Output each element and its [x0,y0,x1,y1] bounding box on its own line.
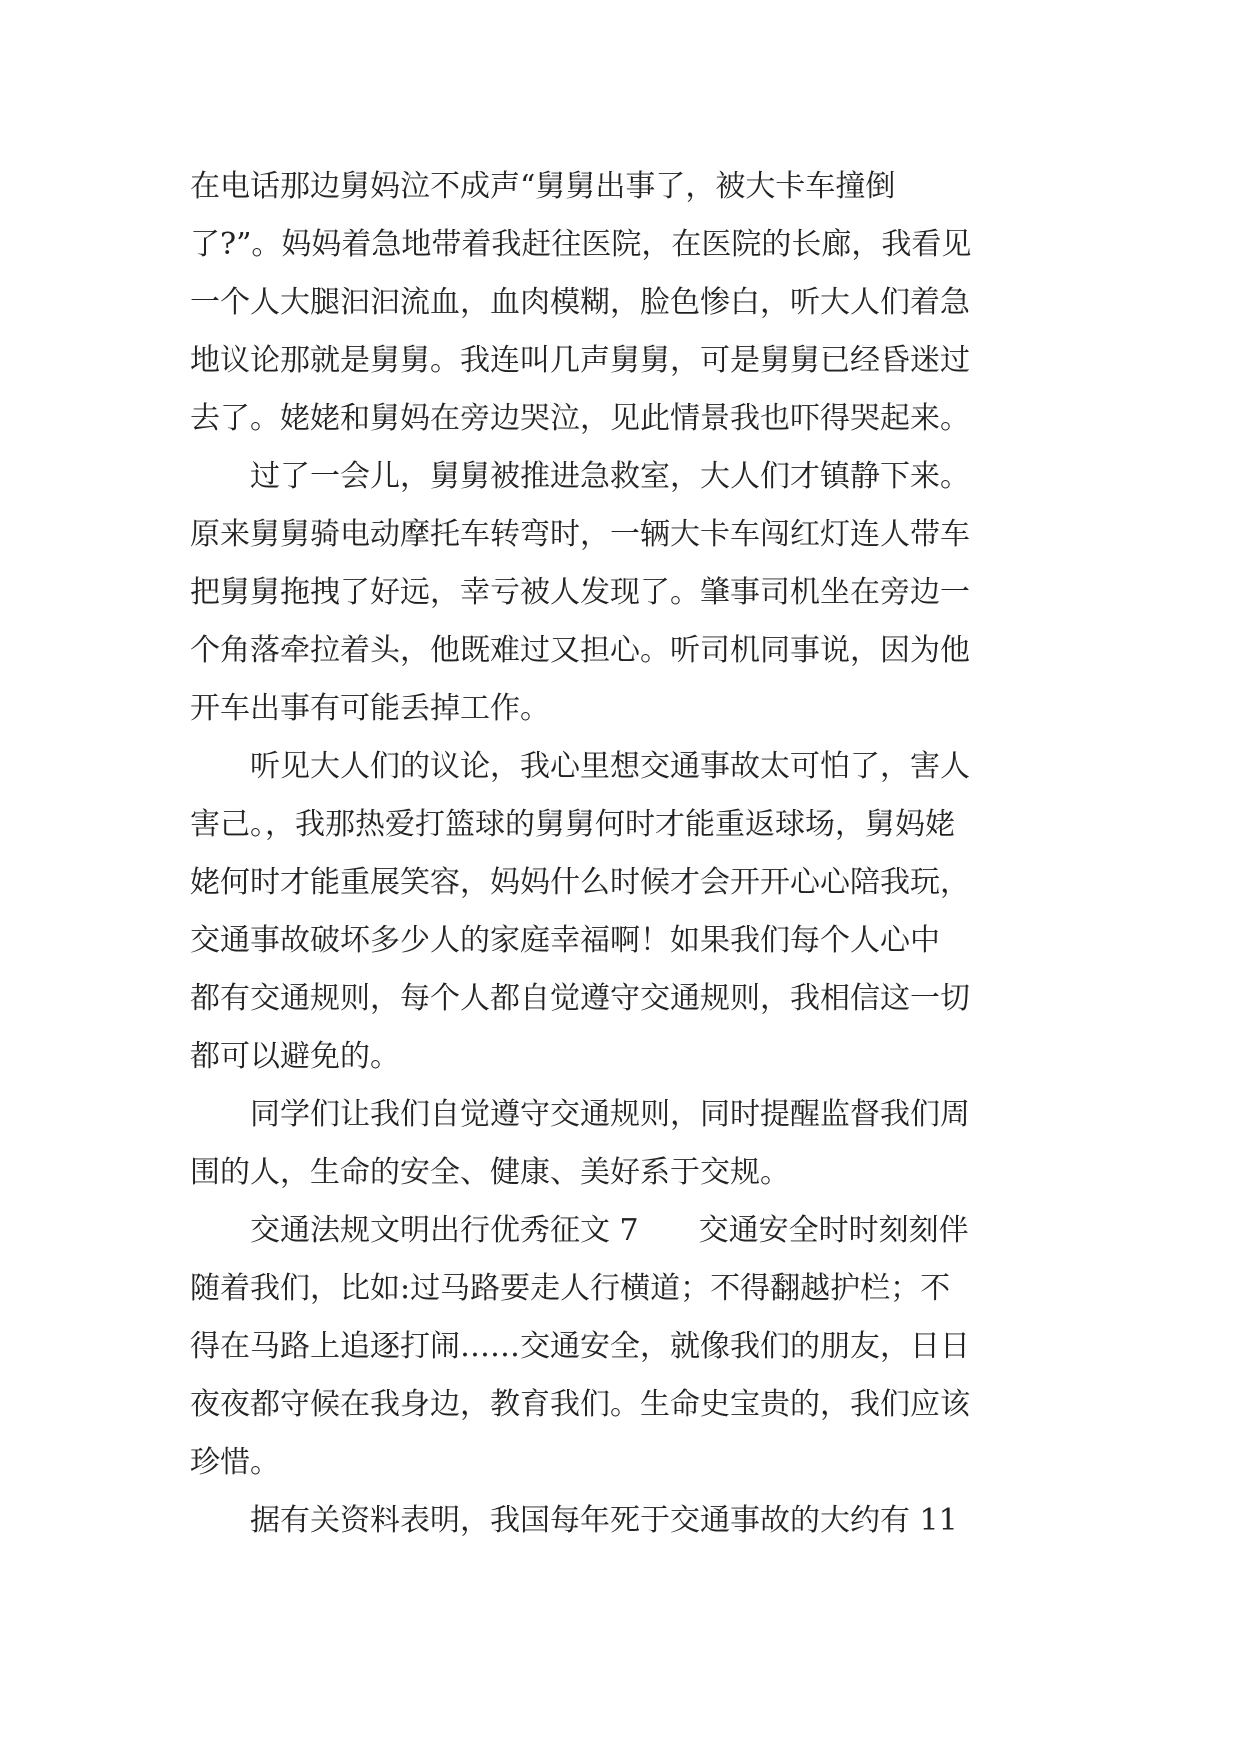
text-line: 过了一会儿，舅舅被推进急救室，大人们才镇静下来。 [190,459,970,494]
text-line: 夜夜都守候在我身边，教育我们。生命史宝贵的，我们应该 [190,1387,970,1422]
body-text [190,158,1052,1550]
text-line: 害己。，我那热爱打篮球的舅舅何时才能重返球场，舅妈姥 [190,807,955,842]
text-line: 原来舅舅骑电动摩托车转弯时，一辆大卡车闯红灯连人带车 [190,517,970,552]
text-line: 开车出事有可能丢掉工作。 [190,691,550,726]
text-line: 都有交通规则，每个人都自觉遵守交通规则，我相信这一切 [190,981,970,1016]
text-line: 随着我们，比如:过马路要走人行横道；不得翻越护栏；不 [190,1271,951,1306]
text-line: 一个人大腿汩汩流血，血肉模糊，脸色惨白，听大人们着急 [190,285,970,320]
text-line: 听见大人们的议论，我心里想交通事故太可怕了，害人 [190,749,970,784]
text-line: 了?”。妈妈着急地带着我赶往医院，在医院的长廊，我看见 [190,227,972,262]
text-line: 把舅舅拖拽了好远，幸亏被人发现了。肇事司机坐在旁边一 [190,575,970,610]
text-line: 姥何时才能重展笑容，妈妈什么时候才会开开心心陪我玩， [190,865,970,900]
text-line: 都可以避免的。 [190,1039,400,1074]
text-line: 珍惜。 [190,1445,280,1480]
text-line: 在电话那边舅妈泣不成声“舅舅出事了，被大卡车撞倒 [190,169,896,204]
text-line: 据有关资料表明，我国每年死于交通事故的大约有 11 [190,1503,958,1538]
text-line: 去了。姥姥和舅妈在旁边哭泣，见此情景我也吓得哭起来。 [190,401,970,436]
text-line: 交通法规文明出行优秀征文 7 交通安全时时刻刻伴 [190,1213,969,1248]
text-line: 围的人，生命的安全、健康、美好系于交规。 [190,1155,790,1190]
text-line: 交通事故破坏多少人的家庭幸福啊！如果我们每个人心中 [190,923,940,958]
text-line: 同学们让我们自觉遵守交通规则，同时提醒监督我们周 [190,1097,970,1132]
text-line: 个角落牵拉着头，他既难过又担心。听司机同事说，因为他 [190,633,970,668]
text-line: 得在马路上追逐打闹……交通安全，就像我们的朋友，日日 [190,1329,970,1364]
text-line: 地议论那就是舅舅。我连叫几声舅舅，可是舅舅已经昏迷过 [190,343,970,378]
